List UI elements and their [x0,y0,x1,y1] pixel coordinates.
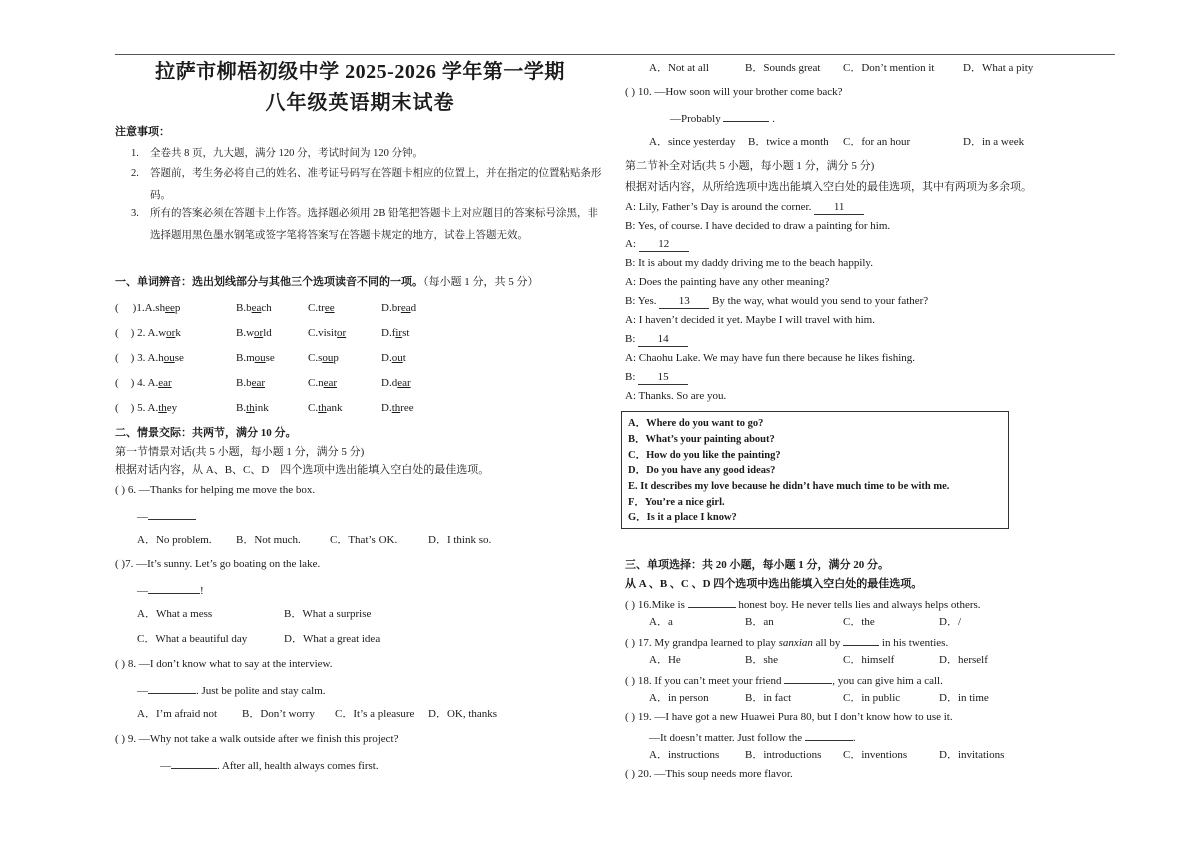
q-opt-b-post: se [265,352,275,364]
q-paren: ( [115,377,119,389]
q-resp-end: ! [200,585,204,597]
q8-opt-c: C．It’s a pleasure [335,708,415,720]
q6-opt-b: B．Not much. [236,534,301,546]
q-opt-d-pre: D.br [381,302,401,314]
dialog-line-14 [625,333,688,347]
q-text-italic: sanxian [778,637,813,649]
q7-opt-c: C．What a beautiful day [137,633,248,645]
section3-instr: 从 A 、B 、C 、D 四个选项中选出能填入空白处的最佳选项。 [625,578,923,590]
answer-blank [148,509,196,520]
question-7-response [137,583,204,598]
q-text: —Why not take a walk outside after we finish this project? [138,733,399,745]
q-opt-a-post: p [174,302,181,314]
question-6-response [137,509,196,524]
question-4-opt-d [381,377,411,390]
dialog-text: B: [625,333,636,345]
q-opt-a-underline: ear [158,377,172,389]
dialog-line: A: Chaohu Lake. We may have fun there because he likes fishing. [625,352,916,364]
q-num: ( ) 6. [115,484,137,496]
dialog-line-13 [625,295,928,309]
box-option-g: G．Is it a place I know? [628,512,737,523]
q-num: ( ) 10. [625,86,652,98]
section1-heading-row [115,276,539,289]
section2-part2-instr: 根据对话内容，从所给选项中选出能填入空白处的最佳选项，其中有两项为多余项。 [625,181,1032,193]
q17-opt-b: B．she [745,654,778,666]
q-text: all by [815,637,841,649]
q-resp: — [160,760,171,772]
q16-opt-b: B．an [745,616,774,628]
q18-opt-a: A．in person [649,692,709,704]
q-opt-d-underline: th [391,402,401,414]
q-opt-c-pre: C. [308,402,319,414]
q9-opt-a: A．Not at all [649,62,709,74]
question-16 [625,597,981,612]
q19-opt-d: D．invitations [939,749,1005,761]
notice-num: 1. [131,148,139,159]
q10-opt-d: D．in a week [963,136,1025,148]
q-opt-c-post: ank [326,402,343,414]
q-text: —I don’t know what to say at the interview. [138,658,333,670]
q-text: honest boy. He never tells lies and always helps others. [738,599,981,611]
q-text: in his twenties. [881,637,949,649]
question-17 [625,635,948,650]
q17-opt-a: A．He [649,654,681,666]
question-19-response [649,730,856,745]
q10-opt-c: C．for an hour [843,136,911,148]
q-opt-c-underline: ou [322,352,334,364]
notice-num: 3. [131,208,139,219]
dialog-text: B: [625,371,636,383]
q-opt-b-pre: B. [236,402,247,414]
dialog-line: A: I haven’t decided it yet. Maybe I will travel with him. [625,314,875,326]
q-text: —Thanks for helping me move the box. [138,484,316,496]
q-opt-d-post: t [402,352,406,364]
q-text: If you can’t meet your friend [654,675,782,687]
question-9-response [160,758,379,773]
q-opt-b-pre: B.w [236,327,255,339]
q-text: —How soon will your brother come back? [654,86,843,98]
q-text: —This soup needs more flavor. [654,768,793,780]
q-num: ( ) 20. [625,768,652,780]
dialog-line: B: It is about my daddy driving me to the beach happily. [625,257,873,269]
notice-text: 答题前，考生务必将自己的姓名、准考证号码写在答题卡相应的位置上，并在指定的位置粘贴条形码。 [150,168,602,201]
q-opt-d-post: ree [400,402,414,414]
question-10 [625,86,843,99]
answer-blank [171,758,217,769]
section2-heading: 二、情景交际：共两节，满分 10 分。 [115,427,297,439]
q-opt-c-pre: C.s [308,352,323,364]
q-opt-a-underline: or [166,327,176,339]
answer-blank [148,683,196,694]
q9-opt-b: B．Sounds great [745,62,821,74]
dialog-line: A: Does the painting have any other meaning? [625,276,830,288]
dialog-blank-11: 11 [814,201,864,215]
question-3-opt-d [381,352,406,365]
q-opt-c-underline: ee [324,302,335,314]
box-option-b: B．What’s your painting about? [628,434,775,445]
q-opt-a: A. [147,327,159,339]
q-opt-a-post: se [174,352,184,364]
q-opt-a: A. [147,352,159,364]
dialog-line: A: Thanks. So are you. [625,390,727,402]
q-opt-b-post: ink [254,402,269,414]
dialog-line-12 [625,238,689,252]
q-opt-c-pre: C.tr [308,302,325,314]
q7-opt-b: B．What a surprise [284,608,372,620]
q17-opt-d: D．herself [939,654,988,666]
dialog-line-11 [625,201,864,215]
q-num: ( )7. [115,558,134,570]
section1-heading-note: （每小题 1 分，共 5 分） [423,276,539,288]
q16-opt-a: A．a [649,616,673,628]
q-text: —I have got a new Huawei Pura 80, but I don’t know how to use it. [654,711,953,723]
box-option-d: D．Do you have any good ideas? [628,465,776,476]
question-2-opt-c [308,327,346,340]
q7-opt-d: D．What a great idea [284,633,381,645]
dialog-text: B: Yes. [625,295,657,307]
question-5-opt-d [381,402,414,415]
q-resp: — [137,685,148,697]
question-2-opt-b [236,327,272,340]
q-resp: —It doesn’t matter. Just follow the [649,732,803,744]
q18-opt-d: D．in time [939,692,989,704]
q-opt-a: A. [144,302,156,314]
question-8-response [137,683,326,698]
answer-blank [784,673,832,684]
q-paren: ( [115,302,119,314]
q6-opt-c: C．That’s OK. [330,534,398,546]
q-num: ) 3. [130,352,146,364]
q8-opt-b: B．Don’t worry [242,708,315,720]
q-opt-d-underline: ou [391,352,403,364]
question-5-opt-c [308,402,343,415]
dialog-blank-14: 14 [638,333,688,347]
q-opt-d-pre: D. [381,352,392,364]
q19-opt-c: C．inventions [843,749,908,761]
q16-opt-c: C．the [843,616,875,628]
q-resp: —Probably [670,113,721,125]
notice-item-2 [131,163,605,207]
section3-heading: 三、单项选择：共 20 小题，每小题 1 分，满分 20 分。 [625,559,889,571]
q-opt-a: A. [147,377,159,389]
q-num: ) 4. [130,377,146,389]
q-opt-d-underline: ir [395,327,403,339]
q9-opt-c: C．Don’t mention it [843,62,935,74]
box-option-a: A．Where do you want to go? [628,418,764,429]
q-opt-d-post: d [410,302,417,314]
notice-item-1 [131,143,605,165]
q-num: ( ) 18. [625,675,652,687]
question-1-opt-c [308,302,335,315]
q-text: Mike is [651,599,685,611]
dialog-blank-13: 13 [659,295,709,309]
dialog-blank-12: 12 [639,238,689,252]
q-opt-c-pre: C.n [308,377,324,389]
question-18 [625,673,943,688]
question-4-opt-c [308,377,337,390]
question-3-opt-c [308,352,339,365]
question-10-response [670,111,775,126]
q-opt-a-underline: th [158,402,167,414]
q-opt-b-underline: ou [254,352,266,364]
dialog-text: By the way, what would you send to your father? [712,295,929,307]
q-num: ) 5. [130,402,146,414]
exam-title-line1: 拉萨市柳梧初级中学 2025-2026 学年第一学期 [155,61,565,83]
answer-blank [148,583,200,594]
q7-opt-a: A．What a mess [137,608,213,620]
q-opt-c-underline: ear [323,377,338,389]
dialog-line-15 [625,371,688,385]
q-opt-a-pre: w [158,327,167,339]
question-3-opt-b [236,352,275,365]
box-option-e: E. It describes my love because he didn’t have much time to be with me. [628,481,950,492]
q-opt-a: A. [147,402,159,414]
q-opt-d-pre: D. [381,402,392,414]
q-opt-b-underline: ea [251,302,262,314]
q-num: ( ) 19. [625,711,652,723]
q-num: ) 2. [130,327,146,339]
q-resp-end: . [852,732,856,744]
q-opt-d-pre: D.d [381,377,398,389]
q-opt-b-pre: B.b [236,302,252,314]
question-20 [625,768,793,781]
q-opt-d-post: st [402,327,410,339]
question-2-opt-d [381,327,409,340]
q-text: My grandpa learned to play [654,637,776,649]
q-paren: ( [115,352,119,364]
q-opt-a-pre: sh [155,302,166,314]
notice-text: 所有的答案必须在答题卡上作答。选择题必须用 2B 铅笔把答题卡上对应题目的答案标号涂黑，非选择题用黑色墨水钢笔或签字笔将答案写在答题卡规定的地方，试卷上答题无效。 [150,208,599,241]
answer-blank [843,635,879,646]
notice-num: 2. [131,168,139,179]
q-opt-c-pre: C.visit [308,327,338,339]
q-opt-b-underline: ear [251,377,266,389]
q-resp-end: . After all, health always comes first. [217,760,379,772]
q-num: ( ) 16. [625,599,652,611]
q-opt-c-post: p [333,352,339,364]
q18-opt-c: C．in public [843,692,901,704]
q8-opt-a: A．I’m afraid not [137,708,218,720]
q19-opt-a: A．instructions [649,749,720,761]
q-opt-d-underline: ea [400,302,411,314]
q-opt-a-underline: ee [165,302,175,314]
question-9 [115,733,398,746]
q-resp-end: . [772,113,775,125]
question-7 [115,558,320,571]
section2-part1-instr: 根据对话内容，从 A、B、C、D 四个选项中选出能填入空白处的最佳选项。 [115,464,490,476]
exam-title-line2: 八年级英语期末试卷 [265,92,455,114]
question-5-opt-b [236,402,269,415]
q-opt-d-underline: ear [397,377,411,389]
q-num: ( ) 8. [115,658,137,670]
section1-heading: 一、单词辨音：选出划线部分与其他三个选项读音不同的一项。 [115,276,423,288]
q-opt-b-post: ld [263,327,272,339]
q-text: , you can give him a call. [832,675,943,687]
q-opt-b-underline: th [246,402,255,414]
q10-opt-b: B．twice a month [748,136,829,148]
notice-item-3 [131,203,605,269]
q-paren: ( [115,402,119,414]
question-1 [115,302,180,315]
q18-opt-b: B．in fact [745,692,792,704]
q16-opt-d: D．/ [939,616,961,628]
q-paren: ( [115,327,119,339]
q-opt-a-underline: ou [163,352,175,364]
q-text: —It’s sunny. Let’s go boating on the lake. [136,558,321,570]
q10-opt-a: A．since yesterday [649,136,736,148]
dialog-blank-15: 15 [638,371,688,385]
q17-opt-c: C．himself [843,654,895,666]
q-opt-c-underline: th [318,402,327,414]
question-6 [115,484,315,497]
q-opt-c-underline: or [337,327,347,339]
question-5 [115,402,177,415]
question-2 [115,327,181,340]
q-opt-d-pre: D.f [381,327,396,339]
question-3 [115,352,184,365]
q-opt-b-pre: B.m [236,352,255,364]
box-option-f: F．You’re a nice girl. [628,497,725,508]
q-resp: — [137,585,148,597]
q-resp-end: . Just be polite and stay calm. [196,685,326,697]
q9-opt-d: D．What a pity [963,62,1034,74]
q-num: ( ) 9. [115,733,137,745]
question-1-opt-d [381,302,416,315]
answer-blank [688,597,736,608]
q-opt-a-pre: h [158,352,164,364]
top-rule [115,54,1115,55]
q-opt-b-underline: or [254,327,264,339]
section2-part2-heading: 第二节补全对话(共 5 小题，每小题 1 分，满分 5 分) [625,160,875,172]
answer-blank [805,730,853,741]
answer-blank [723,111,769,122]
dialog-text: A: Lily, Father’s Day is around the corner. [625,201,812,213]
q-opt-a-post: ey [166,402,178,414]
q-opt-a-post: k [175,327,181,339]
question-4 [115,377,172,390]
q6-opt-a: A．No problem. [137,534,212,546]
q-num: )1. [132,302,145,314]
q-num: ( ) 17. [625,637,652,649]
notice-heading: 注意事项： [115,126,170,138]
q19-opt-b: B．introductions [745,749,822,761]
question-1-opt-b [236,302,272,315]
dialog-line: B: Yes, of course. I have decided to draw a painting for him. [625,220,891,232]
q-opt-b-pre: B.b [236,377,252,389]
box-option-c: C．How do you like the painting? [628,450,781,461]
dialog-text: A: [625,238,636,250]
dialog-options-box [621,411,1009,529]
q8-opt-d: D．OK, thanks [428,708,498,720]
question-4-opt-b [236,377,265,390]
question-19 [625,711,953,724]
notice-text: 全卷共 8 页，九大题，满分 120 分，考试时间为 120 分钟。 [150,148,423,159]
question-8 [115,658,333,671]
section2-part1-heading: 第一节情景对话(共 5 小题，每小题 1 分，满分 5 分) [115,446,365,458]
q-opt-b-post: ch [261,302,272,314]
q6-opt-d: D．I think so. [428,534,492,546]
q-resp: — [137,511,148,523]
